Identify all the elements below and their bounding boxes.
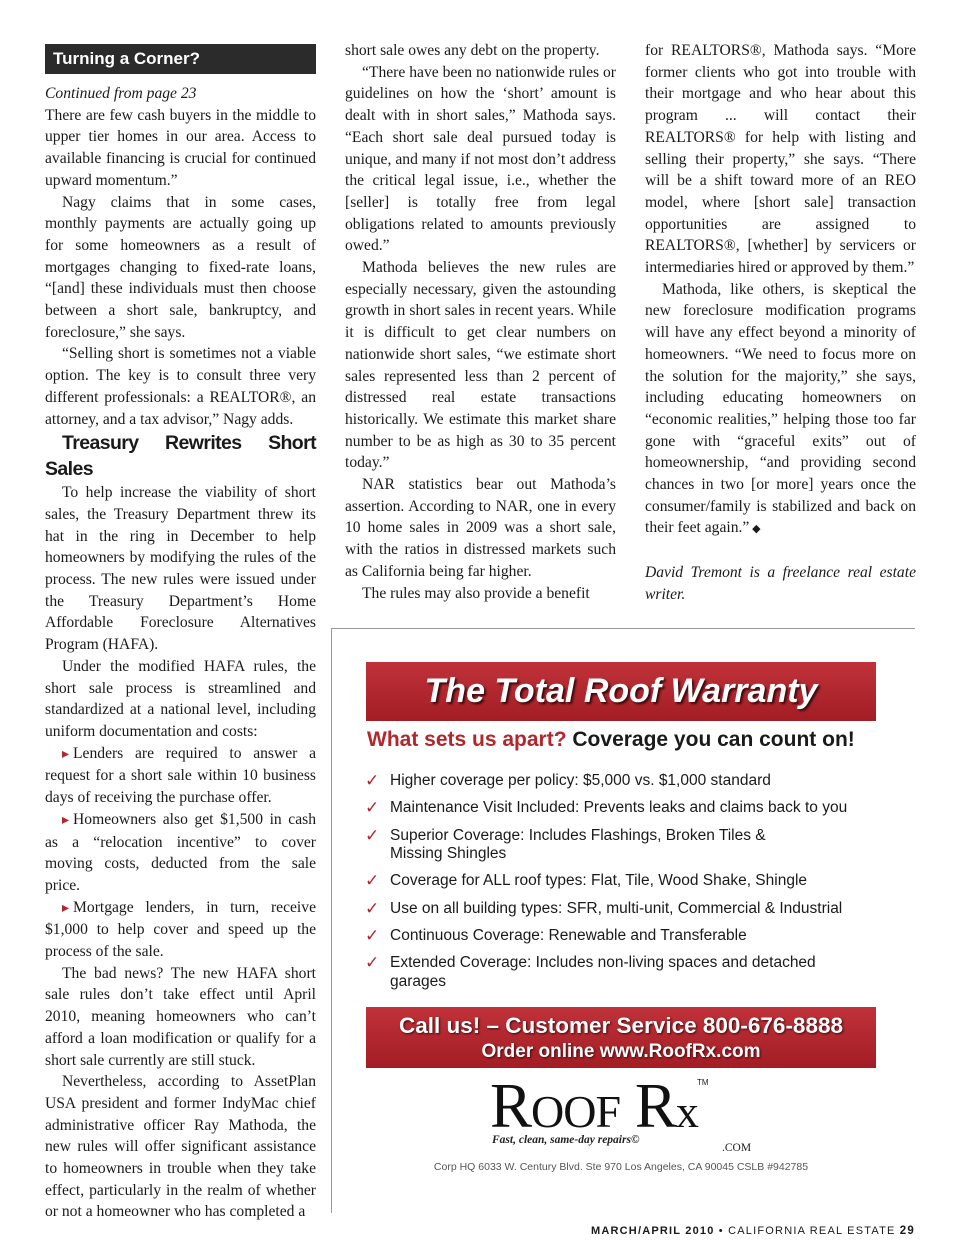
bullet-item: ▸ Mortgage lenders, in turn, receive $1,000 to help cover and speed up the process of the sale. xyxy=(45,897,316,963)
checkmark-icon: ✓ xyxy=(365,898,380,918)
ad-feature-item: ✓ Higher coverage per policy: $5,000 vs. $1,000 standard xyxy=(365,771,771,790)
trademark-mark: TM xyxy=(697,1078,709,1087)
magazine-name: CALIFORNIA REAL ESTATE xyxy=(728,1225,896,1237)
paragraph: Under the modified HAFA rules, the short sale process is streamlined and standardized at a national level, including uniform documentation and costs: xyxy=(45,657,316,740)
ad-tagline-question: What sets us apart? xyxy=(367,728,567,751)
article-column-3 xyxy=(645,40,916,606)
ad-phone-line: Call us! – Customer Service 800-676-8888 xyxy=(399,1013,843,1038)
ad-address: Corp HQ 6033 W. Century Blvd. Ste 970 Los Angeles, CA 90045 CSLB #942785 xyxy=(433,1161,809,1173)
checkmark-icon: ✓ xyxy=(365,825,380,845)
bullet-item: ▸ Lenders are required to answer a request for a short sale within 10 business days of receiving the purchase offer. xyxy=(45,743,316,809)
page-number: 29 xyxy=(899,1225,915,1237)
page-footer xyxy=(591,1225,915,1237)
checkmark-icon: ✓ xyxy=(365,771,380,790)
paragraph: The rules may also provide a benefit xyxy=(362,584,590,602)
checkmark-icon: ✓ xyxy=(365,871,380,891)
subheading: Treasury Rewrites Short Sales xyxy=(45,432,316,481)
checkmark-icon: ✓ xyxy=(365,798,380,818)
checkmark-icon: ✓ xyxy=(365,953,380,973)
paragraph: short sale owes any debt on the property. xyxy=(345,42,600,59)
paragraph: The bad news? The new HAFA short sale rules don’t take effect until April 2010, meaning homeowners who can’t afford a loan modification or qualify for a short sale currently are still stuck. xyxy=(45,964,316,1069)
section-tag: Turning a Corner? xyxy=(45,44,316,74)
paragraph: NAR statistics bear out Mathoda’s assertion. According to NAR, one in every 10 home sales in 2009 was a short sale, with the ratios in distressed markets such as California being far higher. xyxy=(345,476,616,580)
ad-feature-item: ✓ Use on all building types: SFR, multi-unit, Commercial & Industrial xyxy=(365,898,843,918)
roofrx-logo xyxy=(490,1071,760,1158)
ad-feature-item: ✓ Extended Coverage: Includes non-living spaces and detached garages xyxy=(365,953,816,990)
logo-slogan: Fast, clean, same-day repairs© xyxy=(492,1134,640,1146)
article-column-1 xyxy=(45,40,316,1223)
ad-feature-item: ✓ Continuous Coverage: Renewable and Transferable xyxy=(365,925,747,945)
paragraph: Mathoda believes the new rules are especially necessary, given the astounding growth in short sales in recent years. While it is difficult to get clear numbers on nationwide short sales, “we estimate short sales represented less than 2 percent of distressed real estate transactions historically. We estimate this market share number to be as high as 30 to 35 percent today.” xyxy=(345,259,616,472)
paragraph: “Selling short is sometimes not a viable option. The key is to consult three very different professionals: a REALTOR®, an attorney, and a tax advisor,” Nagy adds. xyxy=(45,345,316,428)
logo-domain-suffix: .COM xyxy=(722,1142,752,1154)
paragraph: To help increase the viability of short sales, the Treasury Department threw its hat in the ring in December to help homeowners by modifying the rules of the process. The new rules were issued under the Treasury Department’s Home Affordable Foreclosure Alternatives Program (HAFA). xyxy=(45,484,316,654)
ad-banner-title: The Total Roof Warranty xyxy=(424,672,818,710)
ad-feature-item: ✓ Coverage for ALL roof types: Flat, Tile, Wood Shake, Shingle xyxy=(365,871,808,891)
paragraph: “There have been no nationwide rules or guidelines on how the ‘short’ amount is dealt with in short sales,” Mathoda says. “Each short sale deal pursued today is unique, and many if not most don’t address the critical legal issue, i.e., whether the [seller] is totally free from legal obligations related to amounts previously owed.” xyxy=(345,63,616,255)
paragraph: for REALTORS®, Mathoda says. “More former clients who got into trouble with their mortgage and who hear about this program ... will contact their REALTORS® for help with listing and selling their property,” she says. “There will be a shift toward more of an REO model, where [short sale] transaction opportunities are assigned to REALTORS®, [whether] by servicers or intermediaries hired or approved by them.” xyxy=(645,42,916,277)
ad-tagline xyxy=(367,728,907,752)
ad-tagline-answer: Coverage you can count on! xyxy=(572,728,855,751)
roofrx-logo-wordmark: ROOF Rx xyxy=(490,1071,698,1141)
ad-call-to-action xyxy=(366,1007,876,1068)
paragraph: Nevertheless, according to AssetPlan USA president and former IndyMac chief administrative officer Ray Mathoda, the new rules will offer significant assistance to homeowners in trouble when they take effect, particularly in the realm of whether or not a homeowner who has completed a xyxy=(45,1073,316,1221)
continued-note: Continued from page 23 xyxy=(45,85,197,102)
author-byline: David Tremont is a freelance real estate writer. xyxy=(645,564,916,603)
ad-feature-item: ✓ Superior Coverage: Includes Flashings, Broken Tiles & Missing Shingles xyxy=(365,825,766,863)
issue-date: MARCH/APRIL 2010 xyxy=(591,1225,715,1237)
ad-divider-vertical xyxy=(331,628,332,1213)
ad-banner xyxy=(366,662,876,721)
checkmark-icon: ✓ xyxy=(365,925,380,945)
ad-feature-item: ✓ Maintenance Visit Included: Prevents leaks and claims back to you xyxy=(365,798,848,818)
paragraph: Nagy claims that in some cases, monthly payments are actually going up for some homeowners as a result of mortgages changing to fixed-rate loans, “[and] these individuals must then choose between a short sale, bankruptcy, and foreclosure,” she says. xyxy=(45,193,316,341)
ad-website-line: Order online www.RoofRx.com xyxy=(481,1041,761,1062)
ad-divider-horizontal xyxy=(331,628,915,629)
footer-separator: • xyxy=(718,1225,724,1237)
ad-feature-list xyxy=(365,772,905,1000)
bullet-item: ▸ Homeowners also get $1,500 in cash as a “relocation incentive” to cover moving costs, deducted from the sale price. xyxy=(45,809,316,897)
article-column-2 xyxy=(345,40,616,604)
paragraph: Mathoda, like others, is skeptical the new foreclosure modification programs will have any effect beyond a minority of homeowners. “We need to focus more on the solution for the majority,” she says, including educating homeowners on “economic realities,” helping those too far gone with “graceful exits” out of homeownership, “and providing second chances in two [or more] years once the consumer/family is stabilized and back on their feet again.” ◆ xyxy=(645,279,916,541)
paragraph: There are few cash buyers in the middle to upper tier homes in our area. Access to available financing is crucial for continued upward momentum.” xyxy=(45,106,316,189)
